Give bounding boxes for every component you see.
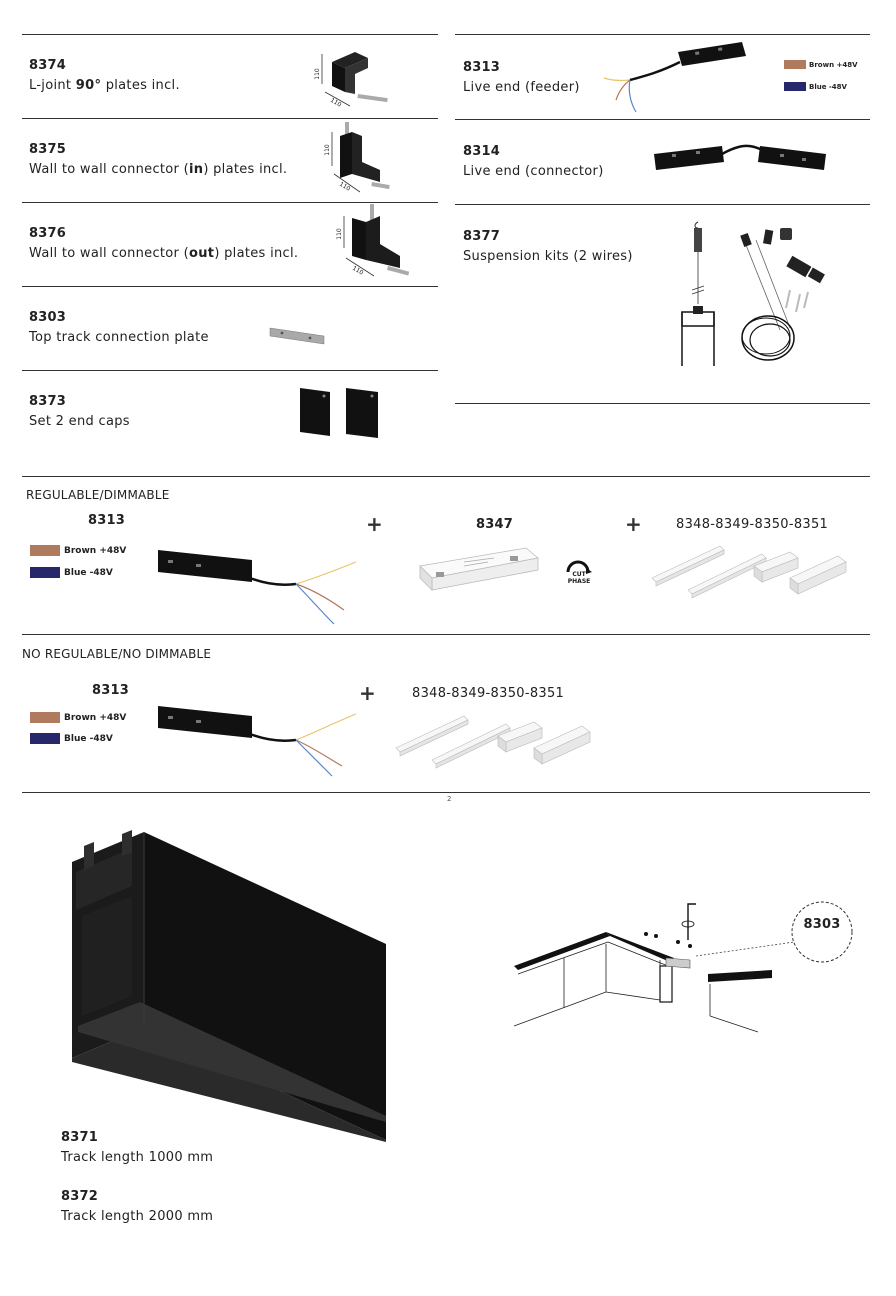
- item-code: 8376: [29, 226, 66, 241]
- item-desc: Live end (connector): [463, 164, 604, 179]
- l-joint-image: [310, 44, 400, 114]
- dimmable-driver-code: 8347: [476, 517, 513, 532]
- blue-swatch: [784, 82, 806, 91]
- dimension-label: 110: [329, 96, 343, 109]
- callout-circle: [790, 900, 854, 964]
- dimension-label: 110: [338, 180, 352, 193]
- item-code: 8314: [463, 144, 500, 159]
- page-marker: 2: [447, 795, 452, 803]
- dimension-label: 110: [324, 144, 331, 156]
- dimmable-feeder-image: [156, 548, 360, 628]
- track-desc: Track length 1000 mm: [61, 1150, 214, 1165]
- item-8313: [463, 60, 580, 95]
- connector-image: [650, 136, 830, 180]
- item-8374: [29, 58, 180, 93]
- drivers-image: [394, 710, 594, 766]
- non-dimmable-feeder-code: 8313: [92, 683, 129, 698]
- connection-plate-image: [268, 326, 328, 348]
- item-code: 8313: [463, 60, 500, 75]
- item-8314: [463, 144, 604, 179]
- callout-label: 8303: [803, 917, 841, 932]
- plus-sign: +: [625, 512, 642, 536]
- plus-sign: +: [366, 512, 383, 536]
- item-8376: [29, 226, 298, 261]
- item-8375: [29, 142, 287, 177]
- track-8372: [61, 1189, 213, 1224]
- item-desc: Live end (feeder): [463, 80, 580, 95]
- track-8371: [61, 1130, 213, 1165]
- connector-in-image: [320, 122, 400, 198]
- item-code: 8374: [29, 58, 66, 73]
- legend-blue: [30, 733, 113, 744]
- end-caps-image: [296, 386, 386, 442]
- legend-brown: [30, 712, 126, 723]
- connector-out-image: [330, 204, 420, 284]
- item-desc: Set 2 end caps: [29, 414, 130, 429]
- track-code: 8372: [61, 1189, 98, 1204]
- dimmer-image: [418, 546, 542, 594]
- dimension-label: 110: [314, 68, 321, 80]
- dimension-label: 110: [336, 228, 343, 240]
- track-code: 8371: [61, 1130, 98, 1145]
- plus-sign: +: [359, 681, 376, 705]
- item-8377: [463, 229, 633, 264]
- dimension-label: 110: [351, 264, 365, 277]
- drivers-image: [650, 540, 850, 596]
- legend-label: Blue -48V: [64, 567, 113, 578]
- blue-swatch: [30, 567, 60, 578]
- track-profile-image: [60, 826, 390, 1142]
- brown-swatch: [30, 712, 60, 723]
- phase-label: PHASE: [567, 578, 591, 585]
- legend-blue-small: [784, 82, 847, 91]
- blue-swatch: [30, 733, 60, 744]
- drivers-code: 8348-8349-8350-8351: [412, 686, 565, 701]
- drivers-code: 8348-8349-8350-8351: [676, 517, 829, 532]
- item-8373: [29, 394, 130, 429]
- brown-swatch: [784, 60, 806, 69]
- item-code: 8375: [29, 142, 66, 157]
- item-desc: L-joint 90° plates incl.: [29, 78, 180, 93]
- item-desc: Wall to wall connector (out) plates incl.: [29, 246, 299, 261]
- legend-brown-small: [784, 60, 858, 69]
- brown-swatch: [30, 545, 60, 556]
- item-desc: Top track connection plate: [29, 330, 209, 345]
- feeder-image: [600, 38, 750, 118]
- item-desc: Suspension kits (2 wires): [463, 249, 633, 264]
- item-code: 8373: [29, 394, 66, 409]
- legend-label: Blue -48V: [64, 733, 113, 744]
- cut-label: CUT: [572, 571, 586, 578]
- legend-label: Brown +48V: [64, 545, 127, 556]
- suspension-kit-image: [660, 220, 840, 370]
- item-desc: Wall to wall connector (in) plates incl.: [29, 162, 288, 177]
- non-dimmable-title: NO REGULABLE/NO DIMMABLE: [22, 647, 212, 661]
- legend-label: Blue -48V: [809, 82, 847, 91]
- item-code: 8303: [29, 310, 66, 325]
- track-desc: Track length 2000 mm: [61, 1209, 214, 1224]
- dimmable-feeder-code: 8313: [88, 513, 125, 528]
- cut-phase-label: [564, 571, 594, 585]
- legend-label: Brown +48V: [64, 712, 127, 723]
- legend-brown: [30, 545, 126, 556]
- item-code: 8377: [463, 229, 500, 244]
- item-8303: [29, 310, 209, 345]
- legend-label: Brown +48V: [809, 60, 858, 69]
- dimmable-title: REGULABLE/DIMMABLE: [26, 488, 170, 502]
- legend-blue: [30, 567, 113, 578]
- non-dimmable-feeder-image: [156, 704, 360, 780]
